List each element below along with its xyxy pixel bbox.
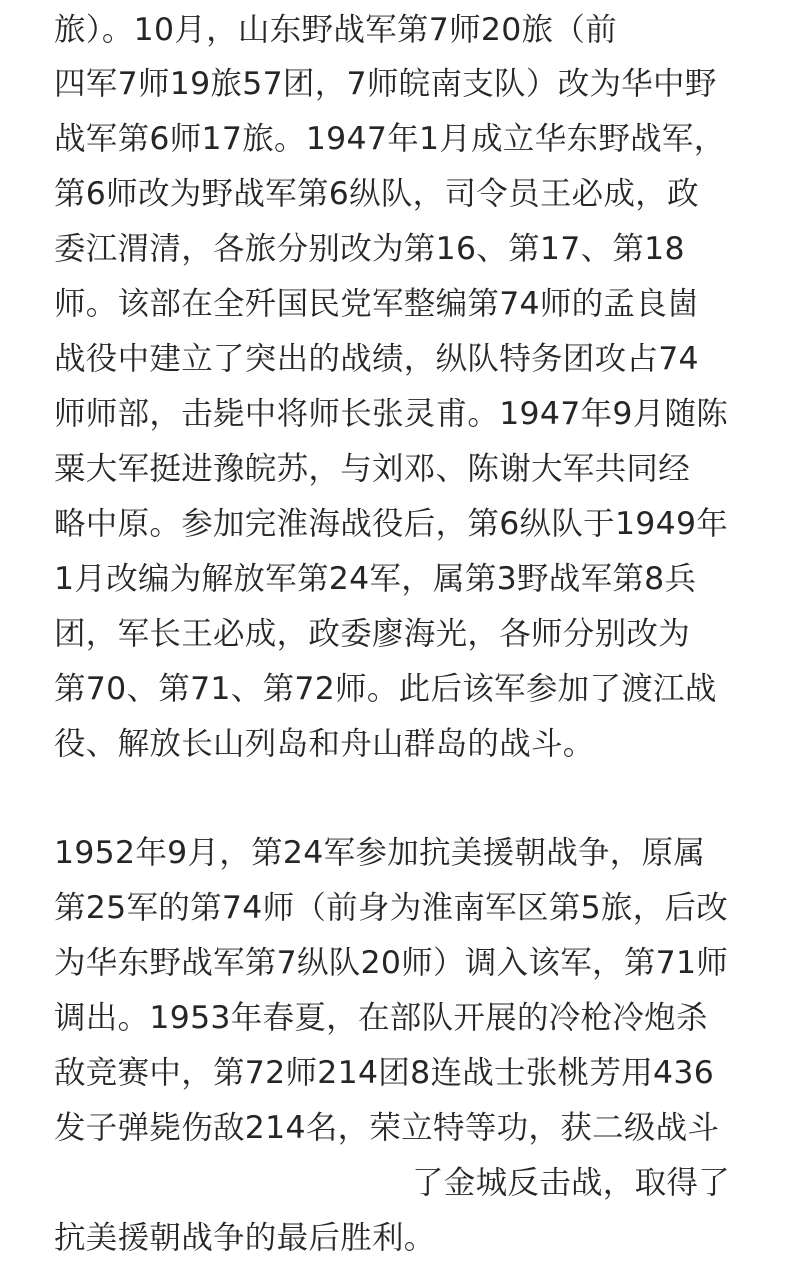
text-line: 1月改编为解放军第24军，属第3野战军第8兵 <box>54 561 697 597</box>
text-line: 旅）。10月，山东野战军第7师20旅（前 <box>54 12 617 48</box>
text-line: 1952年9月，第24军参加抗美援朝战争，原属 <box>54 835 706 871</box>
text-line: 师师部，击毙中将师长张灵甫。1947年9月随陈 <box>54 396 729 432</box>
top-right-fade-overlay <box>640 0 799 56</box>
text-line: 委江渭清，各旅分别改为第16、第17、第18 <box>54 231 685 267</box>
text-line: 调出。1953年春夏，在部队开展的冷枪冷炮杀 <box>54 1000 708 1036</box>
text-line: 敌竞赛中，第72师214团8连战士张桃芳用436 <box>54 1055 715 1091</box>
text-line: 抗美援朝战争的最后胜利。 <box>54 1220 436 1256</box>
text-line: 第70、第71、第72师。此后该军参加了渡江战 <box>54 671 717 707</box>
text-line: 战军第6师17旅。1947年1月成立华东野战军， <box>54 121 726 157</box>
text-line: 团，军长王必成，政委廖海光，各师分别改为 <box>54 616 691 652</box>
text-line: 略中原。参加完淮海战役后，第6纵队于1949年 <box>54 506 729 542</box>
text-line: 战役中建立了突出的战绩，纵队特务团攻占74 <box>54 341 699 377</box>
text-line: 四军7师19旅57团，7师皖南支队）改为华中野 <box>54 66 717 102</box>
text-line: 粟大军挺进豫皖苏，与刘邓、陈谢大军共同经 <box>54 451 691 487</box>
text-line: 役、解放长山列岛和舟山群岛的战斗。 <box>54 726 595 762</box>
text-line: 师。该部在全歼国民党军整编第74师的孟良崮 <box>54 286 699 322</box>
text-line: 第6师改为野战军第6纵队，司令员王必成，政 <box>54 176 699 212</box>
text-line: 了金城反击战，取得了 <box>412 1165 731 1201</box>
text-line: 发子弹毙伤敌214名，荣立特等功，获二级战斗 <box>54 1110 720 1146</box>
text-line: 为华东野战军第7纵队20师）调入该军，第71师 <box>54 945 729 981</box>
text-line: 第25军的第74师（前身为淮南军区第5旅，后改 <box>54 890 729 926</box>
